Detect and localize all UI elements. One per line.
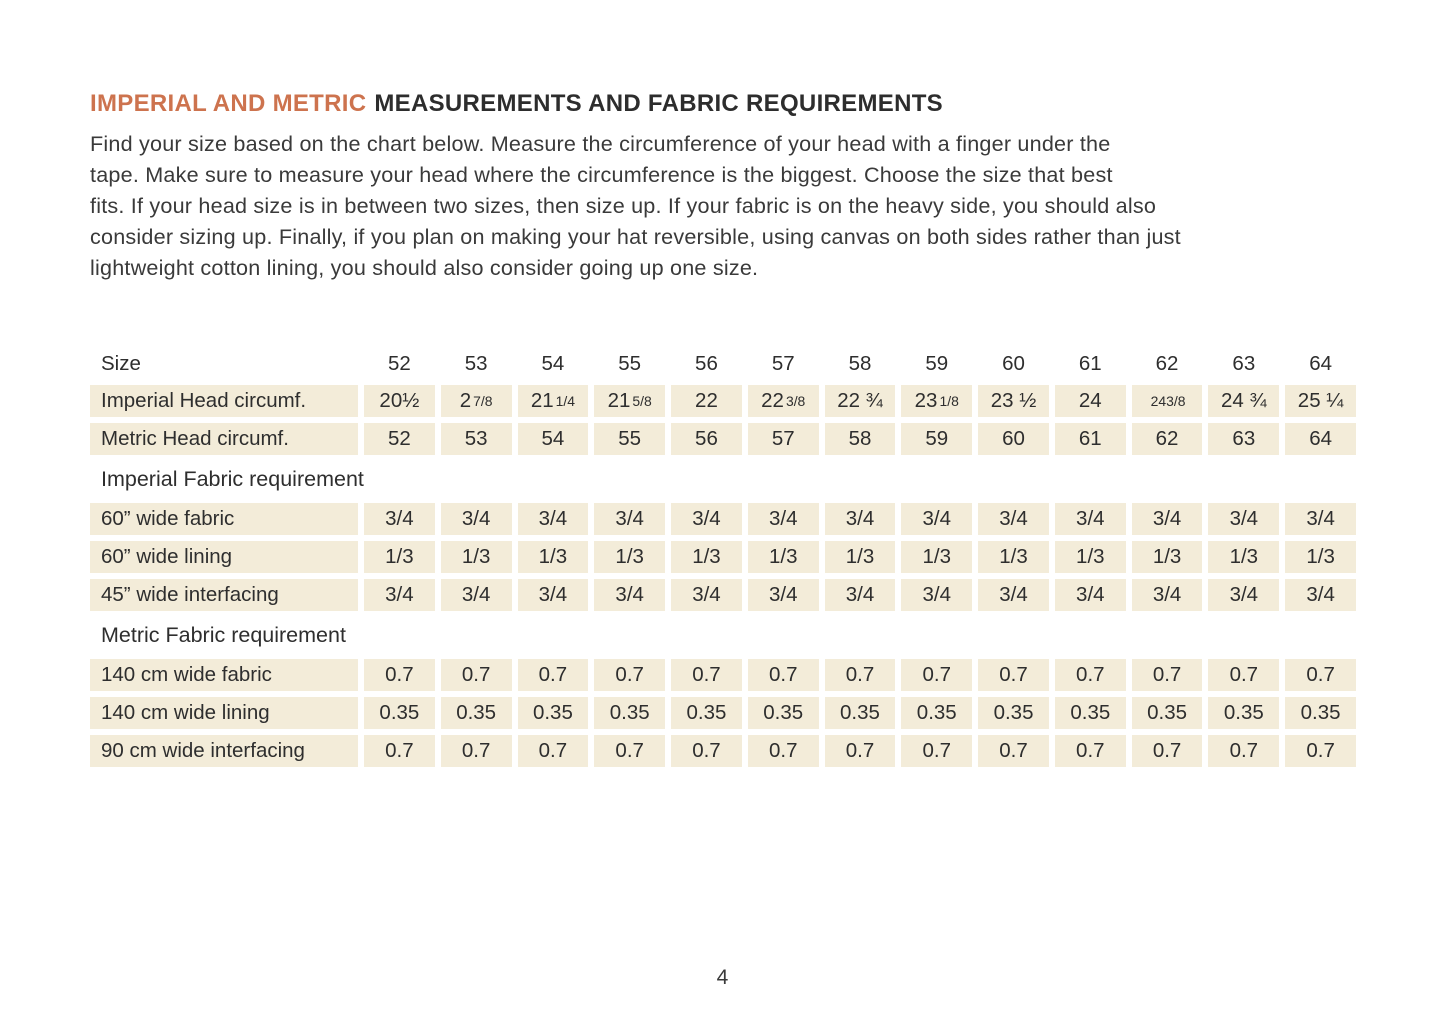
value-cell: 3/4: [364, 579, 435, 611]
value-cell: 1/3: [1132, 541, 1203, 573]
value-cell: 0.7: [1055, 659, 1126, 691]
value-cell: 0.35: [671, 697, 742, 729]
value-cell: 0.35: [1208, 697, 1279, 729]
row-label: 140 cm wide fabric: [90, 659, 358, 691]
value-cell: 0.7: [901, 659, 972, 691]
intro-line: consider sizing up. Finally, if you plan on making your hat reversible, using canvas on both sides rather than just: [90, 224, 1181, 249]
value-cell: 24 ¾: [1208, 385, 1279, 417]
size-column-header: 59: [925, 352, 949, 375]
value-cell: 3/4: [748, 503, 819, 535]
size-column-header: 64: [1309, 352, 1333, 375]
value-cell: 23 1/8: [901, 385, 972, 417]
value-cell: 3/4: [978, 579, 1049, 611]
value-cell: 243/8: [1132, 385, 1203, 417]
row-label: 60” wide lining: [90, 541, 358, 573]
value-cell: 60: [978, 423, 1049, 455]
value-cell: 3/4: [901, 579, 972, 611]
value-cell: 0.7: [594, 659, 665, 691]
row-label: Imperial Head circumf.: [90, 385, 358, 417]
size-column-header: 52: [387, 352, 411, 375]
value-cell: 3/4: [1055, 503, 1126, 535]
value-cell: 3/4: [1208, 579, 1279, 611]
value-cell: 3/4: [441, 503, 512, 535]
value-cell: 3/4: [825, 579, 896, 611]
size-column-header: 61: [1078, 352, 1102, 375]
value-cell: 0.7: [748, 659, 819, 691]
value-cell: 63: [1208, 423, 1279, 455]
value-cell: 3/4: [978, 503, 1049, 535]
value-cell: 1/3: [518, 541, 589, 573]
value-cell: 1/3: [441, 541, 512, 573]
value-cell: 3/4: [364, 503, 435, 535]
document-page-content: [90, 90, 1356, 767]
value-cell: 61: [1055, 423, 1126, 455]
row-label: Metric Head circumf.: [90, 423, 358, 455]
value-cell: 0.35: [978, 697, 1049, 729]
value-cell: 3/4: [518, 503, 589, 535]
intro-line: tape. Make sure to measure your head where the circumference is the biggest. Choose the size that best: [90, 162, 1113, 187]
value-cell: 3/4: [594, 579, 665, 611]
value-cell: 0.7: [594, 735, 665, 767]
value-cell: 54: [518, 423, 589, 455]
intro-line: fits. If your head size is in between two sizes, then size up. If your fabric is on the heavy side, you should also: [90, 193, 1157, 218]
value-cell: 0.7: [901, 735, 972, 767]
value-cell: 0.35: [441, 697, 512, 729]
value-cell: 22 3/8: [748, 385, 819, 417]
value-cell: 3/4: [748, 579, 819, 611]
value-cell: 3/4: [825, 503, 896, 535]
value-cell: 55: [594, 423, 665, 455]
value-cell: 0.7: [518, 659, 589, 691]
value-cell: 64: [1285, 423, 1356, 455]
intro-line: lightweight cotton lining, you should also consider going up one size.: [90, 255, 759, 280]
size-column-header: 60: [1002, 352, 1025, 375]
size-column-header: 56: [695, 352, 718, 375]
value-cell: 0.7: [825, 659, 896, 691]
value-cell: 24: [1055, 385, 1126, 417]
value-cell: 3/4: [671, 579, 742, 611]
value-cell: 1/3: [901, 541, 972, 573]
value-cell: 1/3: [594, 541, 665, 573]
value-cell: 0.35: [364, 697, 435, 729]
value-cell: 22 ¾: [825, 385, 896, 417]
value-cell: 21 5/8: [594, 385, 665, 417]
size-column-header: 58: [848, 352, 872, 375]
value-cell: 1/3: [364, 541, 435, 573]
page-title: [90, 90, 1356, 118]
page-title-rest: MEASUREMENTS AND FABRIC REQUIREMENTS: [374, 90, 943, 117]
value-cell: 0.35: [518, 697, 589, 729]
value-cell: 0.35: [594, 697, 665, 729]
value-cell: 0.7: [978, 735, 1049, 767]
size-column-header: 57: [771, 352, 795, 375]
value-cell: 58: [825, 423, 896, 455]
value-cell: 62: [1132, 423, 1203, 455]
row-label: 60” wide fabric: [90, 503, 358, 535]
value-cell: 3/4: [1055, 579, 1126, 611]
value-cell: 52: [364, 423, 435, 455]
value-cell: 0.7: [671, 659, 742, 691]
intro-line: Find your size based on the chart below. Measure the circumference of your head with a finger under the: [90, 131, 1111, 156]
value-cell: 0.7: [364, 735, 435, 767]
value-cell: 23 ½: [978, 385, 1049, 417]
value-cell: 22: [671, 385, 742, 417]
page-title-accent: IMPERIAL AND METRIC: [90, 90, 367, 117]
row-label: 140 cm wide lining: [90, 697, 358, 729]
size-table: [90, 349, 1356, 767]
value-cell: 0.35: [1132, 697, 1203, 729]
value-cell: 1/3: [978, 541, 1049, 573]
value-cell: 1/3: [825, 541, 896, 573]
value-cell: 3/4: [1285, 503, 1356, 535]
value-cell: 21 1/4: [518, 385, 589, 417]
value-cell: 0.7: [441, 735, 512, 767]
value-cell: 59: [901, 423, 972, 455]
intro-paragraph: [90, 128, 1356, 283]
section-label: Imperial Fabric requirement: [101, 466, 364, 491]
value-cell: 3/4: [901, 503, 972, 535]
value-cell: 0.7: [1132, 735, 1203, 767]
size-column-header: 62: [1155, 352, 1179, 375]
value-cell: 0.35: [748, 697, 819, 729]
value-cell: 0.7: [1285, 735, 1356, 767]
value-cell: 3/4: [671, 503, 742, 535]
value-cell: 56: [671, 423, 742, 455]
value-cell: 0.7: [441, 659, 512, 691]
value-cell: 0.7: [1208, 659, 1279, 691]
value-cell: 0.35: [1285, 697, 1356, 729]
value-cell: 0.35: [901, 697, 972, 729]
value-cell: 1/3: [1285, 541, 1356, 573]
value-cell: 0.35: [1055, 697, 1126, 729]
value-cell: 3/4: [1132, 503, 1203, 535]
row-label: 45” wide interfacing: [90, 579, 358, 611]
value-cell: 3/4: [518, 579, 589, 611]
value-cell: 3/4: [1285, 579, 1356, 611]
value-cell: 53: [441, 423, 512, 455]
size-column-header: 63: [1232, 352, 1256, 375]
value-cell: 57: [748, 423, 819, 455]
size-column-header: 53: [464, 352, 488, 375]
size-row-header-label: Size: [101, 352, 141, 375]
value-cell: 1/3: [1208, 541, 1279, 573]
section-label: Metric Fabric requirement: [101, 622, 346, 647]
value-cell: 0.7: [748, 735, 819, 767]
value-cell: 1/3: [1055, 541, 1126, 573]
value-cell: 0.7: [364, 659, 435, 691]
value-cell: 0.7: [1055, 735, 1126, 767]
page-number: 4: [716, 966, 729, 989]
value-cell: 3/4: [594, 503, 665, 535]
value-cell: 1/3: [671, 541, 742, 573]
value-cell: 25 ¼: [1285, 385, 1356, 417]
size-column-header: 55: [618, 352, 642, 375]
value-cell: 0.7: [671, 735, 742, 767]
value-cell: 0.7: [1208, 735, 1279, 767]
value-cell: 20½: [364, 385, 435, 417]
row-label: 90 cm wide interfacing: [90, 735, 358, 767]
value-cell: 0.35: [825, 697, 896, 729]
value-cell: 0.7: [1132, 659, 1203, 691]
value-cell: 0.7: [978, 659, 1049, 691]
value-cell: 0.7: [825, 735, 896, 767]
value-cell: 3/4: [441, 579, 512, 611]
value-cell: 1/3: [748, 541, 819, 573]
value-cell: 0.7: [1285, 659, 1356, 691]
value-cell: 2 7/8: [441, 385, 512, 417]
value-cell: 3/4: [1208, 503, 1279, 535]
size-column-header: 54: [541, 352, 565, 375]
value-cell: 0.7: [518, 735, 589, 767]
value-cell: 3/4: [1132, 579, 1203, 611]
